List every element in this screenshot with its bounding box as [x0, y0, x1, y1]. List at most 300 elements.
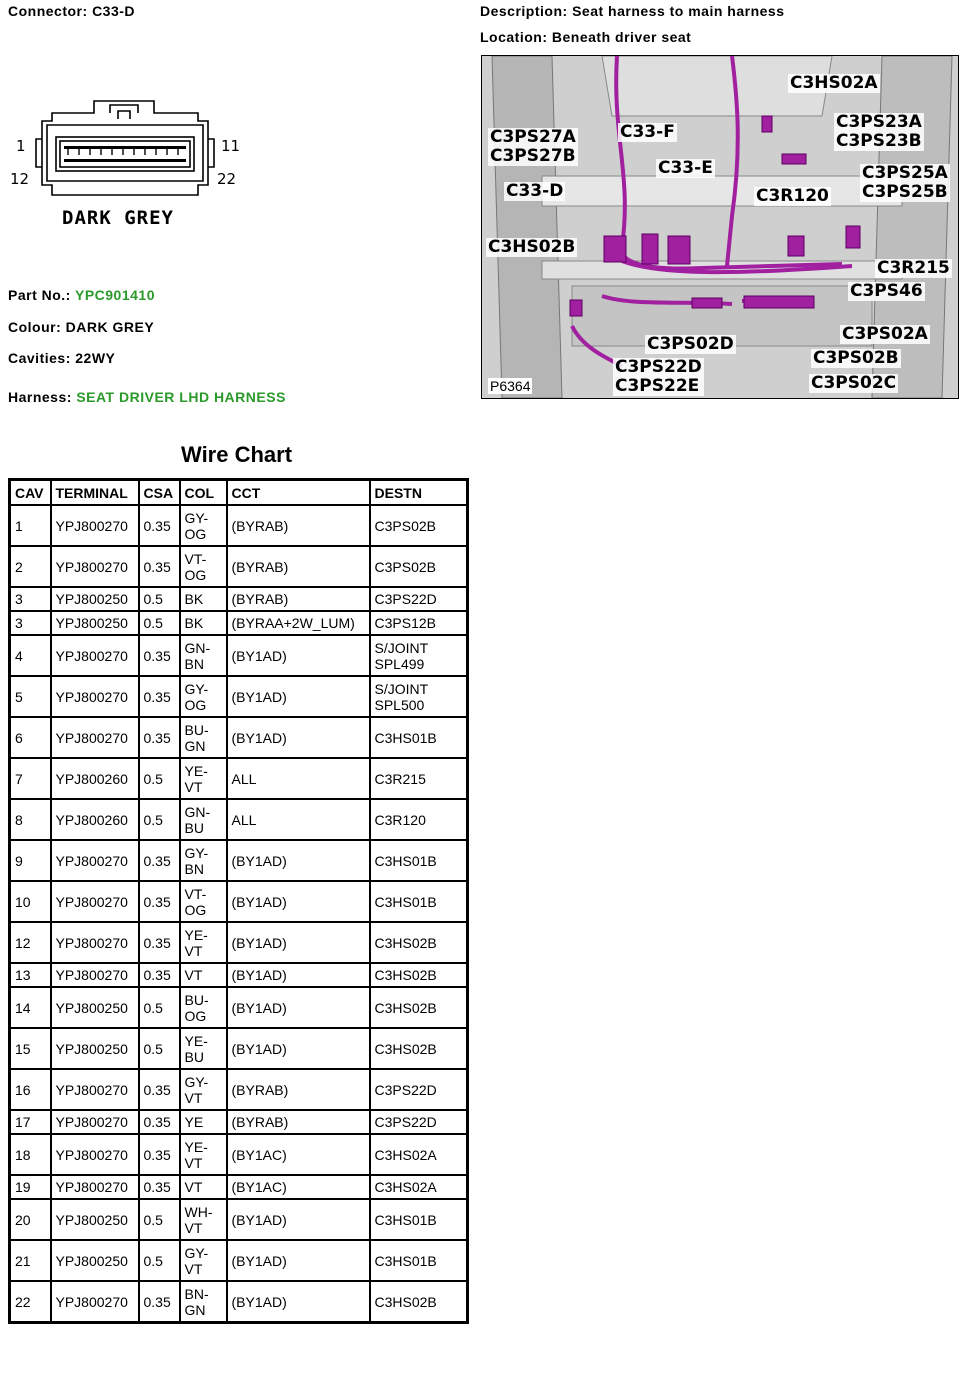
- cell-col-text: GN- BU: [184, 803, 211, 836]
- cell-terminal: [51, 987, 139, 1028]
- cell-terminal: [51, 676, 139, 717]
- cell-csa: [139, 758, 180, 799]
- cell-col-text: VT: [184, 967, 203, 983]
- cell-destn: [370, 505, 468, 546]
- cell-cct-text: (BYRAB): [231, 591, 289, 607]
- cell-col-text: YE: [184, 1114, 204, 1130]
- callout-c3r120: C3R120: [756, 186, 829, 206]
- cell-col: [180, 1028, 227, 1069]
- table-row: [10, 1134, 468, 1175]
- cell-cct-text: (BY1AD): [231, 967, 287, 983]
- cell-terminal: [51, 587, 139, 611]
- cell-cav: [10, 922, 51, 963]
- cell-cav: [10, 881, 51, 922]
- cell-cct: [227, 1281, 370, 1323]
- cell-terminal: [51, 881, 139, 922]
- cell-cav: [10, 587, 51, 611]
- part-no-line: [8, 287, 155, 303]
- cell-col: [180, 546, 227, 587]
- cell-csa-text: 0.35: [143, 647, 171, 664]
- cell-terminal-text: YPJ800270: [55, 893, 128, 910]
- cell-cct: [227, 840, 370, 881]
- cell-terminal-text: YPJ800250: [55, 1252, 128, 1269]
- cell-terminal: [51, 758, 139, 799]
- diagram-colour-label: DARK GREY: [62, 207, 174, 229]
- cell-col-text: VT- OG: [184, 885, 207, 918]
- cell-cav-text: 6: [15, 729, 23, 746]
- wire-chart-table: [8, 478, 469, 1324]
- cell-destn: [370, 1240, 468, 1281]
- description-line: [480, 3, 785, 19]
- cell-terminal-text: YPJ800270: [55, 647, 128, 664]
- colour-value: DARK GREY: [65, 319, 155, 335]
- cell-cct-text: (BY1AD): [231, 1293, 287, 1310]
- cell-cct: [227, 963, 370, 987]
- cell-cav: [10, 840, 51, 881]
- cell-col: [180, 840, 227, 881]
- cell-csa-text: 0.5: [143, 591, 163, 607]
- cell-terminal: [51, 1240, 139, 1281]
- cell-terminal: [51, 963, 139, 987]
- cell-csa: [139, 799, 180, 840]
- cell-cav-text: 2: [15, 558, 23, 575]
- table-row: [10, 840, 468, 881]
- connector-label: Connector:: [8, 3, 88, 19]
- cell-terminal-text: YPJ800260: [55, 811, 128, 828]
- cell-cct-text: (BY1AC): [231, 1179, 287, 1195]
- cell-destn: [370, 611, 468, 635]
- callout-c3ps46: C3PS46: [850, 281, 923, 301]
- callout-c3ps22: C3PS22D C3PS22E: [615, 357, 702, 396]
- cell-cct: [227, 505, 370, 546]
- cell-cav-text: 20: [15, 1211, 31, 1228]
- callout-c3ps02d: C3PS02D: [647, 334, 734, 354]
- cell-terminal-text: YPJ800270: [55, 517, 128, 534]
- cell-destn-text: C3HS02B: [374, 1040, 437, 1057]
- cell-terminal: [51, 799, 139, 840]
- cell-cct: [227, 922, 370, 963]
- cell-csa-text: 0.5: [143, 999, 163, 1016]
- wire-chart-title: Wire Chart: [181, 442, 293, 467]
- cell-destn: [370, 1199, 468, 1240]
- connector-line: [8, 3, 135, 19]
- cell-destn: [370, 587, 468, 611]
- table-row: [10, 1175, 468, 1199]
- cell-cct: [227, 635, 370, 676]
- cell-terminal: [51, 1134, 139, 1175]
- cell-col: [180, 505, 227, 546]
- cell-destn-text: C3HS02A: [374, 1179, 437, 1195]
- cell-cav: [10, 963, 51, 987]
- cell-csa: [139, 587, 180, 611]
- cell-col-text: GN- BN: [184, 639, 211, 672]
- cell-col: [180, 1110, 227, 1134]
- cell-csa-text: 0.5: [143, 1252, 163, 1269]
- description-label: Description:: [480, 3, 568, 19]
- cell-csa-text: 0.5: [143, 811, 163, 828]
- pin-label-top-right: 11: [221, 137, 241, 155]
- cell-csa-text: 0.5: [143, 1211, 163, 1228]
- col-header-col: COL: [180, 480, 227, 506]
- cell-csa-text: 0.35: [143, 852, 171, 869]
- cell-destn-text: C3HS01B: [374, 893, 437, 910]
- cell-terminal: [51, 1175, 139, 1199]
- cell-terminal: [51, 922, 139, 963]
- location-photo: [481, 55, 959, 399]
- cell-cav-text: 3: [15, 591, 23, 607]
- cell-col-text: YE- VT: [184, 926, 208, 959]
- cell-csa: [139, 546, 180, 587]
- cell-csa: [139, 611, 180, 635]
- table-row: [10, 1199, 468, 1240]
- cell-csa: [139, 676, 180, 717]
- cell-terminal-text: YPJ800250: [55, 999, 128, 1016]
- cell-csa-text: 0.35: [143, 934, 171, 951]
- cell-terminal-text: YPJ800270: [55, 967, 128, 983]
- cell-csa: [139, 505, 180, 546]
- cell-csa: [139, 1069, 180, 1110]
- cell-cct-text: (BY1AD): [231, 1040, 287, 1057]
- cell-csa-text: 0.35: [143, 967, 171, 983]
- cell-destn: [370, 717, 468, 758]
- cell-csa: [139, 840, 180, 881]
- cell-csa-text: 0.35: [143, 517, 171, 534]
- table-row: [10, 1028, 468, 1069]
- cell-col: [180, 881, 227, 922]
- cell-cav: [10, 635, 51, 676]
- cell-destn: [370, 1281, 468, 1323]
- cell-col-text: BK: [184, 591, 204, 607]
- cell-destn: [370, 1175, 468, 1199]
- cell-cct-text: (BY1AD): [231, 1211, 287, 1228]
- table-row: [10, 758, 468, 799]
- cell-cav-text: 4: [15, 647, 23, 664]
- cell-destn: [370, 881, 468, 922]
- col-header-destn: DESTN: [370, 480, 468, 506]
- pin-label-bottom-right: 22: [217, 170, 237, 188]
- cell-terminal: [51, 1281, 139, 1323]
- cell-csa: [139, 1028, 180, 1069]
- table-row: [10, 587, 468, 611]
- cell-cav-text: 14: [15, 999, 31, 1016]
- table-row: [10, 635, 468, 676]
- cell-cct-text: (BY1AD): [231, 893, 287, 910]
- part-no-link[interactable]: YPC901410: [74, 287, 155, 303]
- cell-csa-text: 0.35: [143, 1179, 171, 1195]
- cell-csa-text: 0.35: [143, 893, 171, 910]
- cell-terminal-text: YPJ800270: [55, 1179, 128, 1195]
- cell-cav: [10, 676, 51, 717]
- cell-col-text: GY- VT: [184, 1244, 209, 1277]
- cell-cav-text: 10: [15, 893, 31, 910]
- cell-cct-text: (BY1AD): [231, 1252, 287, 1269]
- table-row: [10, 922, 468, 963]
- cell-terminal: [51, 717, 139, 758]
- cell-col: [180, 987, 227, 1028]
- cell-destn: [370, 963, 468, 987]
- cell-cct: [227, 987, 370, 1028]
- cell-terminal-text: YPJ800270: [55, 558, 128, 575]
- cell-cct-text: (BYRAB): [231, 1114, 289, 1130]
- cell-col-text: VT: [184, 1179, 203, 1195]
- cell-terminal-text: YPJ800270: [55, 934, 128, 951]
- cell-cct-text: (BY1AD): [231, 688, 287, 705]
- cell-col: [180, 676, 227, 717]
- cell-col-text: YE- VT: [184, 762, 208, 795]
- cell-terminal-text: YPJ800250: [55, 1211, 128, 1228]
- cell-cav: [10, 1069, 51, 1110]
- cell-col: [180, 611, 227, 635]
- cell-destn-text: C3PS02B: [374, 517, 436, 534]
- pin-label-top-left: 1: [16, 137, 26, 155]
- cell-destn-text: C3PS22D: [374, 1114, 437, 1130]
- cell-cav: [10, 987, 51, 1028]
- col-header-cct: CCT: [227, 480, 370, 506]
- cell-col-text: YE- VT: [184, 1138, 208, 1171]
- cavities-label: Cavities:: [8, 350, 71, 366]
- cell-col: [180, 1134, 227, 1175]
- cell-terminal-text: YPJ800270: [55, 1293, 128, 1310]
- cell-destn-text: C3PS12B: [374, 615, 436, 631]
- cell-terminal-text: YPJ800270: [55, 688, 128, 705]
- cell-csa: [139, 1175, 180, 1199]
- connector-face-diagram: [6, 95, 246, 235]
- cell-terminal-text: YPJ800270: [55, 852, 128, 869]
- cell-cct: [227, 1175, 370, 1199]
- cell-destn-text: C3HS02A: [374, 1146, 437, 1163]
- cell-csa: [139, 635, 180, 676]
- cell-destn: [370, 799, 468, 840]
- cell-cav: [10, 505, 51, 546]
- cell-col-text: VT- OG: [184, 550, 207, 583]
- cell-cct: [227, 799, 370, 840]
- cell-destn: [370, 840, 468, 881]
- colour-line: [8, 319, 154, 335]
- cell-destn-text: C3R120: [374, 811, 426, 828]
- cell-destn-text: C3HS02B: [374, 934, 437, 951]
- cell-cct-text: (BY1AD): [231, 647, 287, 664]
- callout-c3ps27: C3PS27A C3PS27B: [490, 127, 576, 166]
- cell-cav-text: 22: [15, 1293, 31, 1310]
- cell-terminal-text: YPJ800260: [55, 770, 128, 787]
- table-row: [10, 505, 468, 546]
- cell-col: [180, 1240, 227, 1281]
- harness-line: [8, 389, 286, 405]
- cell-cav-text: 17: [15, 1114, 31, 1130]
- cell-cav-text: 15: [15, 1040, 31, 1057]
- col-header-cav: CAV: [10, 480, 51, 506]
- cell-col: [180, 922, 227, 963]
- cell-col: [180, 799, 227, 840]
- cell-destn-text: C3R215: [374, 770, 426, 787]
- cell-cav-text: 1: [15, 517, 23, 534]
- cell-terminal: [51, 546, 139, 587]
- cell-col: [180, 758, 227, 799]
- cell-csa: [139, 987, 180, 1028]
- cell-cct: [227, 546, 370, 587]
- cell-col: [180, 635, 227, 676]
- cell-cct: [227, 587, 370, 611]
- cell-col: [180, 1281, 227, 1323]
- location-value: Beneath driver seat: [551, 29, 692, 45]
- cell-cct-text: (BY1AD): [231, 852, 287, 869]
- cell-col-text: GY- BN: [184, 844, 209, 877]
- cell-csa-text: 0.35: [143, 1114, 171, 1130]
- cell-csa: [139, 1134, 180, 1175]
- cell-cav: [10, 1028, 51, 1069]
- cell-destn-text: C3HS01B: [374, 729, 437, 746]
- cell-terminal: [51, 1199, 139, 1240]
- description-value: Seat harness to main harness: [572, 3, 785, 19]
- cell-cav: [10, 1240, 51, 1281]
- harness-label: Harness:: [8, 389, 72, 405]
- callout-c3ps02b: C3PS02B: [813, 348, 899, 368]
- cell-destn: [370, 1028, 468, 1069]
- cell-cav: [10, 1110, 51, 1134]
- table-row: [10, 799, 468, 840]
- cell-col: [180, 963, 227, 987]
- cell-cct: [227, 881, 370, 922]
- cell-destn: [370, 1110, 468, 1134]
- cavities-line: [8, 350, 115, 366]
- cell-cav: [10, 717, 51, 758]
- cell-destn-text: S/JOINT SPL499: [374, 639, 429, 672]
- cell-terminal: [51, 1069, 139, 1110]
- cell-cav: [10, 799, 51, 840]
- cell-csa-text: 0.5: [143, 770, 163, 787]
- table-row: [10, 1069, 468, 1110]
- callout-c3r215: C3R215: [877, 258, 950, 278]
- cavities-value: 22WY: [75, 350, 116, 366]
- cell-csa-text: 0.35: [143, 1293, 171, 1310]
- cell-destn-text: C3HS02B: [374, 1293, 437, 1310]
- cell-cct: [227, 1110, 370, 1134]
- wire-chart-header-row: [10, 480, 468, 506]
- cell-destn: [370, 922, 468, 963]
- cell-cct: [227, 1134, 370, 1175]
- cell-col-text: GY- OG: [184, 509, 209, 542]
- cell-col-text: BK: [184, 615, 204, 631]
- cell-cct: [227, 1199, 370, 1240]
- cell-csa-text: 0.35: [143, 1081, 171, 1098]
- cell-terminal: [51, 635, 139, 676]
- cell-cct-text: (BYRAB): [231, 1081, 289, 1098]
- cell-cct-text: (BY1AD): [231, 999, 287, 1016]
- cell-destn-text: C3HS02B: [374, 999, 437, 1016]
- cell-destn-text: C3HS02B: [374, 967, 437, 983]
- cell-cct: [227, 1240, 370, 1281]
- cell-cct-text: (BYRAB): [231, 517, 289, 534]
- table-row: [10, 1110, 468, 1134]
- cell-cav-text: 18: [15, 1146, 31, 1163]
- col-header-csa: CSA: [139, 480, 180, 506]
- cell-cct: [227, 717, 370, 758]
- harness-link[interactable]: SEAT DRIVER LHD HARNESS: [76, 389, 286, 405]
- cell-destn-text: C3PS22D: [374, 1081, 437, 1098]
- cell-destn-text: S/JOINT SPL500: [374, 680, 429, 713]
- cell-terminal: [51, 505, 139, 546]
- cell-cct: [227, 1069, 370, 1110]
- pin-label-bottom-left: 12: [10, 170, 30, 188]
- cell-destn: [370, 635, 468, 676]
- cell-cct-text: ALL: [231, 811, 257, 828]
- cell-destn: [370, 546, 468, 587]
- cell-cav-text: 7: [15, 770, 23, 787]
- cell-cav: [10, 546, 51, 587]
- cell-terminal-text: YPJ800250: [55, 615, 128, 631]
- photo-reference: P6364: [490, 378, 531, 394]
- cell-cav: [10, 611, 51, 635]
- cell-csa-text: 0.5: [143, 615, 163, 631]
- cell-col: [180, 717, 227, 758]
- table-row: [10, 546, 468, 587]
- colour-label: Colour:: [8, 319, 62, 335]
- callout-c3ps25: C3PS25A C3PS25B: [862, 163, 948, 202]
- part-no-label: Part No.:: [8, 287, 71, 303]
- cell-cav-text: 12: [15, 934, 31, 951]
- cell-cav: [10, 1281, 51, 1323]
- callout-c3hs02a: C3HS02A: [790, 73, 878, 93]
- table-row: [10, 717, 468, 758]
- cell-cct-text: (BY1AC): [231, 1146, 287, 1163]
- cell-destn-text: C3HS01B: [374, 1211, 437, 1228]
- table-row: [10, 676, 468, 717]
- cell-col-text: YE- BU: [184, 1032, 208, 1065]
- table-row: [10, 611, 468, 635]
- cell-csa: [139, 881, 180, 922]
- cell-cav: [10, 1134, 51, 1175]
- callout-c3ps02a: C3PS02A: [842, 324, 928, 344]
- cell-col: [180, 1069, 227, 1110]
- cell-col-text: GY- OG: [184, 680, 209, 713]
- col-header-terminal: TERMINAL: [51, 480, 139, 506]
- connector-value: C33-D: [92, 3, 136, 19]
- cell-terminal-text: YPJ800270: [55, 1146, 128, 1163]
- cell-cav: [10, 1175, 51, 1199]
- table-row: [10, 987, 468, 1028]
- cell-destn: [370, 987, 468, 1028]
- cell-cav: [10, 1199, 51, 1240]
- callout-c3hs02b: C3HS02B: [488, 237, 576, 257]
- callout-c3ps02c: C3PS02C: [811, 373, 897, 393]
- cell-cav-text: 5: [15, 688, 23, 705]
- cell-destn-text: C3PS02B: [374, 558, 436, 575]
- cell-cct-text: (BYRAA+2W_LUM): [231, 615, 355, 631]
- cell-col-text: BU- GN: [184, 721, 209, 754]
- cell-cav: [10, 758, 51, 799]
- cell-cct-text: (BYRAB): [231, 558, 289, 575]
- cell-csa: [139, 922, 180, 963]
- cell-cct: [227, 1028, 370, 1069]
- table-row: [10, 881, 468, 922]
- cell-cct-text: (BY1AD): [231, 729, 287, 746]
- cell-col: [180, 1175, 227, 1199]
- cell-destn-text: C3HS01B: [374, 852, 437, 869]
- table-row: [10, 1281, 468, 1323]
- cell-col: [180, 1199, 227, 1240]
- cell-terminal-text: YPJ800270: [55, 1081, 128, 1098]
- cell-csa: [139, 1240, 180, 1281]
- cell-csa: [139, 1281, 180, 1323]
- cell-csa-text: 0.35: [143, 558, 171, 575]
- cell-col: [180, 587, 227, 611]
- wire-chart-body: [10, 505, 468, 1323]
- cell-col-text: GY- VT: [184, 1073, 209, 1106]
- location-label: Location:: [480, 29, 548, 45]
- callout-c3ps23: C3PS23A C3PS23B: [836, 112, 922, 151]
- cell-csa-text: 0.35: [143, 729, 171, 746]
- connector-outline-icon: [34, 99, 216, 203]
